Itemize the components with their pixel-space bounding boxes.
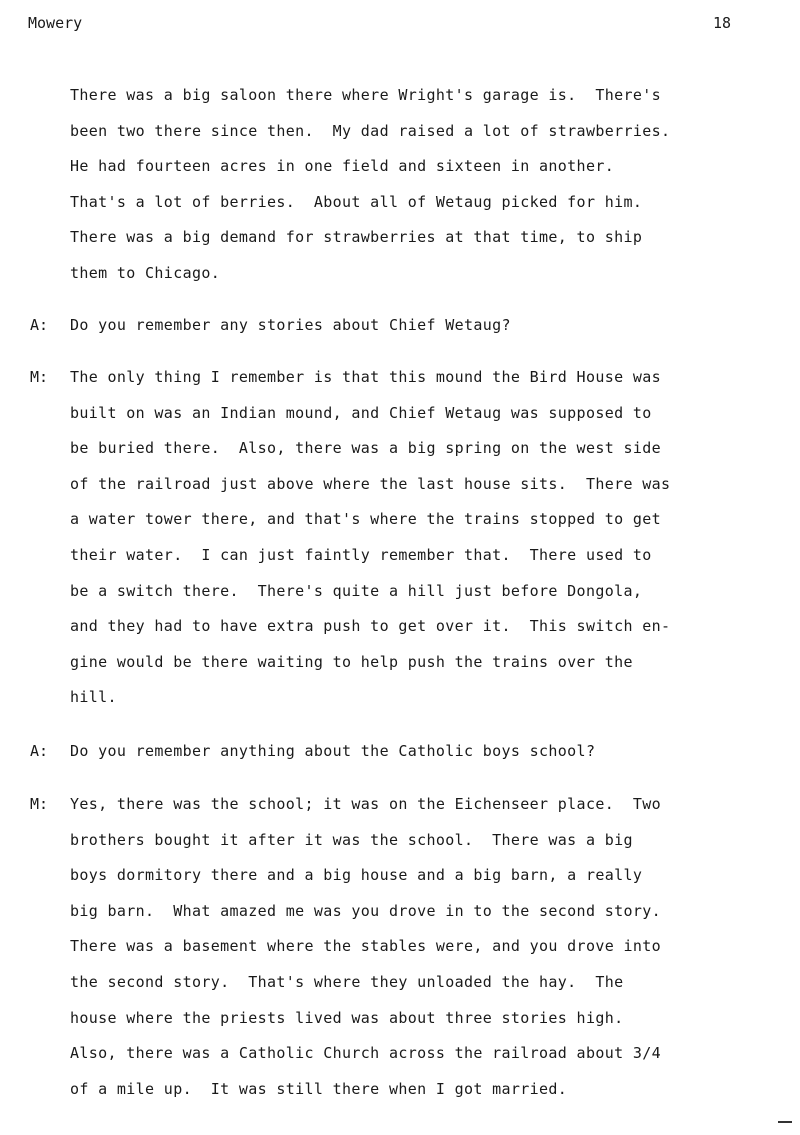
text-line: a water tower there, and that's where the trains stopped to get <box>70 510 661 529</box>
text-line: of a mile up. It was still there when I got married. <box>70 1079 568 1098</box>
text-line: That's a lot of berries. About all of Wetaug picked for him. <box>70 192 643 211</box>
text-line: be a switch there. There's quite a hill just before Dongola, <box>70 581 643 600</box>
text-line: their water. I can just faintly remember that. There used to <box>70 546 652 564</box>
text-line: There was a basement where the stables were, and you drove into <box>70 937 661 956</box>
text-line: Do you remember any stories about Chief Wetaug? <box>70 316 511 334</box>
speaker-label: A: <box>30 316 49 334</box>
text-line: brothers bought it after it was the school. There was a big <box>70 830 633 849</box>
text-line: Do you remember anything about the Catholic boys school? <box>70 742 596 760</box>
text-line: them to Chicago. <box>70 264 221 282</box>
text-line: There was a big saloon there where Wright's garage is. There's <box>70 86 661 104</box>
speaker-label: M: <box>30 795 49 813</box>
text-line: been two there since then. My dad raised a lot of strawberries. <box>70 121 671 140</box>
speaker-label: M: <box>30 368 49 386</box>
text-line: There was a big demand for strawberries at that time, to ship <box>70 228 643 247</box>
text-line: built on was an Indian mound, and Chief Wetaug was supposed to <box>70 403 652 422</box>
text-line: boys dormitory there and a big house and a big barn, a really <box>70 866 643 885</box>
text-line: hill. <box>70 688 117 707</box>
speaker-label: A: <box>30 742 49 760</box>
page-number: 18 <box>713 14 732 32</box>
text-line: He had fourteen acres in one field and sixteen in another. <box>70 157 615 176</box>
text-line: of the railroad just above where the last house sits. There was <box>70 474 671 493</box>
text-line: be buried there. Also, there was a big spring on the west side <box>70 439 661 458</box>
text-line: big barn. What amazed me was you drove in to the second story. <box>70 901 661 920</box>
text-line: The only thing I remember is that this mound the Bird House was <box>70 368 661 386</box>
text-line: Also, there was a Catholic Church across the railroad about 3/4 <box>70 1044 661 1063</box>
text-line: gine would be there waiting to help push the trains over the <box>70 652 633 671</box>
page-edge-mark <box>778 1121 792 1123</box>
text-line: the second story. That's where they unloaded the hay. The <box>70 973 624 991</box>
text-line: house where the priests lived was about three stories high. <box>70 1008 624 1027</box>
header-name: Mowery <box>28 14 83 32</box>
text-line: and they had to have extra push to get over it. This switch en- <box>70 617 671 636</box>
text-line: Yes, there was the school; it was on the Eichenseer place. Two <box>70 795 661 813</box>
